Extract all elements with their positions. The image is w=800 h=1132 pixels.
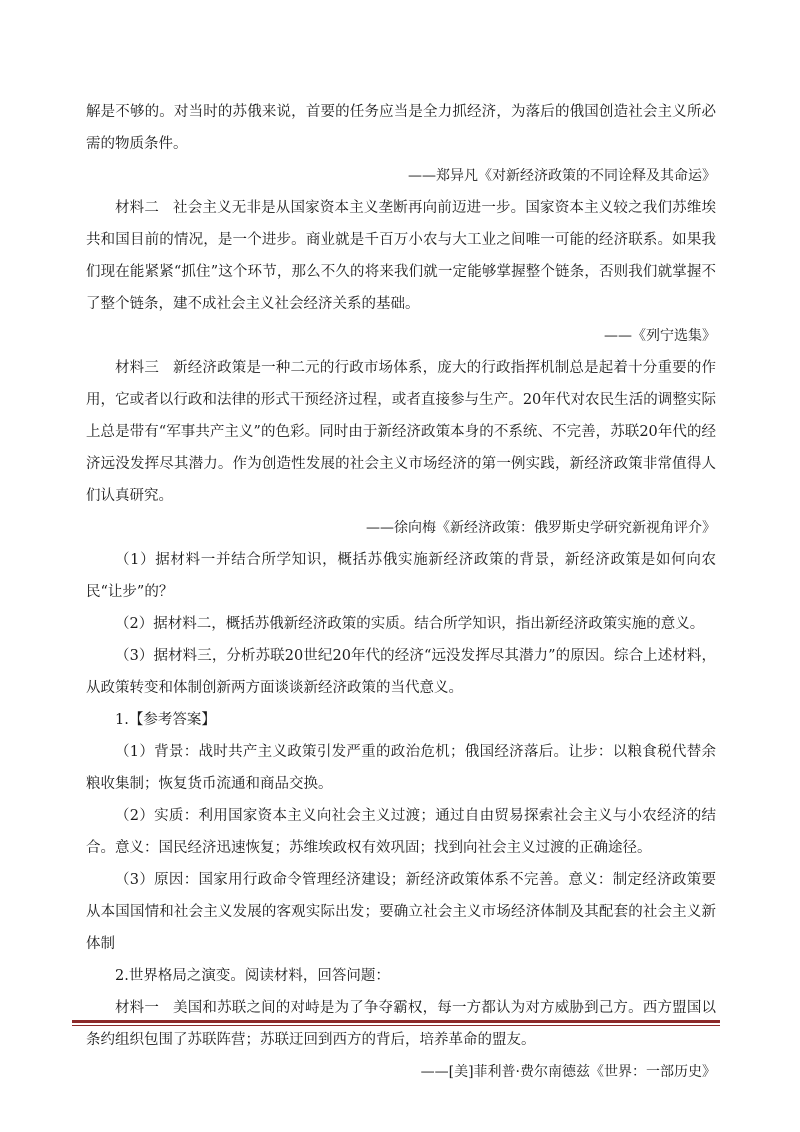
footer-rule-thick: [72, 1020, 720, 1023]
source-zheng-yifan: ——郑异凡《对新经济政策的不同诠释及其命运》: [408, 168, 716, 184]
answer-2: （2）实质：利用国家资本主义向社会主义过渡；通过自由贸易探索社会主义与小农经济的结合。意义：国民经济迅速恢复；苏维埃政权有效巩固；找到向社会主义过渡的正确途径。: [86, 808, 716, 856]
item-2-heading: 2.世界格局之演变。阅读材料，回答问题：: [115, 968, 390, 984]
answer-3: （3）原因：国家用行政命令管理经济建设；新经济政策体系不完善。意义：制定经济政策要从本国国情和社会主义发展的客观实际出发；要确立社会主义市场经济体制及其配套的社会主义新体制: [86, 872, 716, 952]
source-xu-xiangmei: ——徐向梅《新经济政策：俄罗斯史学研究新视角评介》: [366, 520, 716, 536]
material-three: [86, 352, 716, 512]
material-two: [86, 192, 716, 320]
source-lenin: ——《列宁选集》: [604, 328, 716, 344]
question-2: （2）据材料二，概括苏俄新经济政策的实质。结合所学知识，指出新经济政策实施的意义。: [115, 616, 705, 632]
footer-rule-thin: [72, 1025, 720, 1026]
question-1: （1）据材料一并结合所学知识，概括苏俄实施新经济政策的背景，新经济政策是如何向农民“让步”的？: [86, 552, 716, 600]
item-2-material-one: [86, 992, 716, 1056]
question-3: （3）据材料三，分析苏联20世纪20年代的经济“远没发挥尽其潜力”的原因。综合上述材料，从政策转变和体制创新两方面谈谈新经济政策的当代意义。: [86, 648, 716, 696]
material-three-label: 材料三: [115, 360, 160, 376]
material-two-label: 材料二: [115, 200, 160, 216]
answer-1: （1）背景：战时共产主义政策引发严重的政治危机；俄国经济落后。让步：以粮食税代替余粮收集制；恢复货币流通和商品交换。: [86, 744, 716, 792]
item-2-material-one-text: 美国和苏联之间的对峙是为了争夺霸权，每一方都认为对方威胁到己方。西方盟国以条约组织包围了苏联阵营；苏联迂回到西方的背后，培养革命的盟友。: [86, 1000, 717, 1048]
source-fernandez: ——[美]菲利普·费尔南德兹《世界：一部历史》: [420, 1064, 716, 1080]
material-one-continuation: 解是不够的。对当时的苏俄来说，首要的任务应当是全力抓经济，为落后的俄国创造社会主义所必需的物质条件。: [86, 104, 716, 152]
item-2-material-one-label: 材料一: [115, 1000, 160, 1016]
material-three-text: 新经济政策是一种二元的行政市场体系，庞大的行政指挥机制总是起着十分重要的作用，它或者以行政和法律的形式干预经济过程，或者直接参与生产。20年代对农民生活的调整实际上总是带有“军事共产主义”的色彩。同时由于新经济政策本身的不系统、不完善，苏联20年代的经济远没发挥尽其潜力。作为创造性发展的社会主义市场经济的第一例实践，新经济政策非常值得人们认真研究。: [86, 360, 717, 504]
material-two-text: 社会主义无非是从国家资本主义垄断再向前迈进一步。国家资本主义较之我们苏维埃共和国目前的情况，是一个进步。商业就是千百万小农与大工业之间唯一可能的经济联系。如果我们现在能紧紧“抓住”这个环节，那么不久的将来我们就一定能够掌握整个链条，否则我们就掌握不了整个链条，建不成社会主义社会经济关系的基础。: [86, 200, 717, 312]
answer-heading: 1.【参考答案】: [115, 712, 216, 728]
document-body: [86, 96, 716, 1088]
